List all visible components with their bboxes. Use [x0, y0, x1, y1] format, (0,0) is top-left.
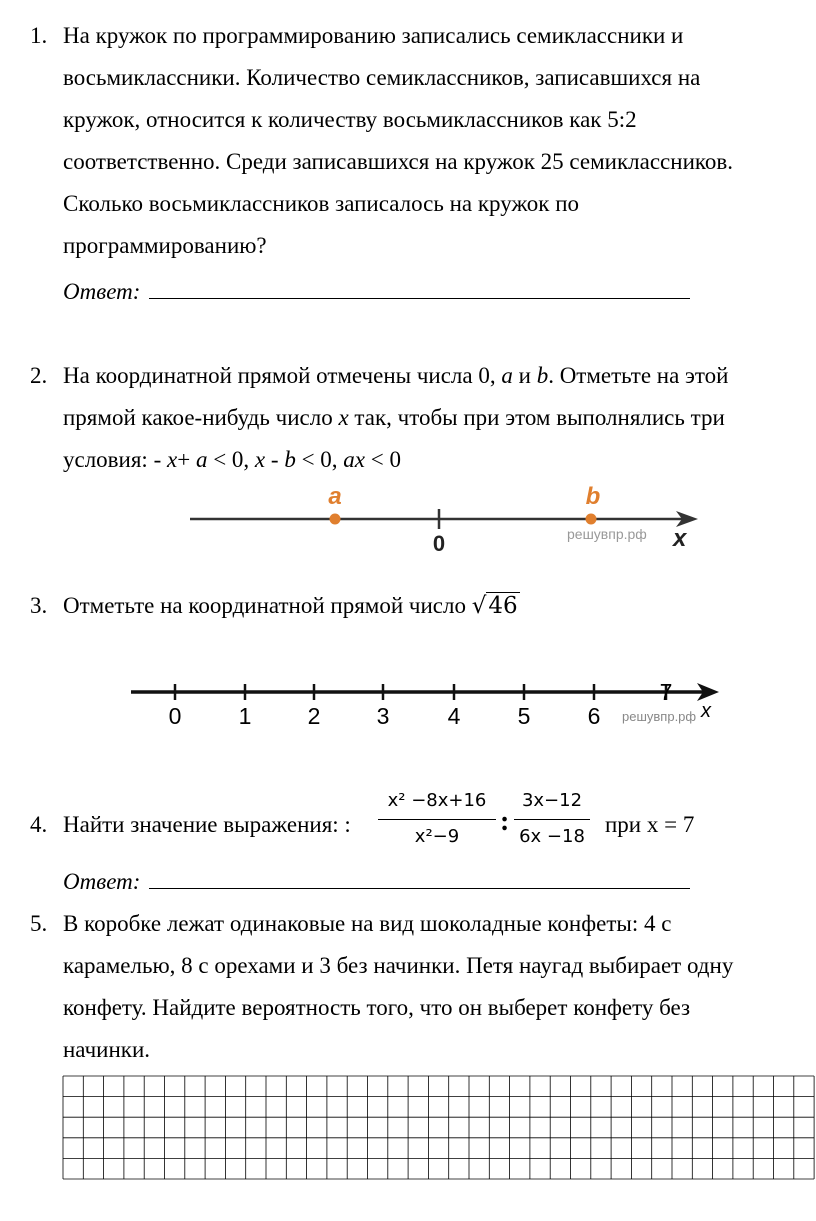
- task-5-line: В коробке лежат одинаковые на вид шоколадные конфеты: 4 с: [63, 911, 672, 936]
- task-1-line: программированию?: [63, 233, 267, 258]
- fraction-bar: [378, 819, 496, 820]
- task-2-line-1: На координатной прямой отмечены числа 0, a и b. Отметьте на этой: [63, 363, 729, 388]
- task-1-line: восьмиклассники. Количество семиклассников, записавшихся на: [63, 65, 701, 90]
- task-1-line: На кружок по программированию записались семиклассники и: [63, 23, 684, 48]
- watermark: решувпр.рф: [567, 526, 647, 542]
- task-1-number: 1.: [30, 23, 48, 48]
- fraction-2-numerator: 3x−12: [521, 790, 583, 811]
- point-a: [330, 514, 341, 525]
- task-4-answer-label: Ответ:: [63, 869, 141, 894]
- label-x: x: [673, 525, 687, 552]
- fraction-1: [378, 786, 496, 856]
- tick-label: 7: [659, 679, 673, 705]
- tick-label: 0: [168, 703, 182, 729]
- fraction-1-numerator: x² −8x+16: [387, 790, 487, 811]
- task-1-line: соответственно. Среди записавшихся на кружок 25 семиклассников.: [63, 149, 733, 174]
- point-b: [586, 514, 597, 525]
- task-5-line: начинки.: [63, 1037, 151, 1062]
- task-5-line: карамелью, 8 с орехами и 3 без начинки. Петя наугад выбирает одну: [63, 953, 734, 978]
- label-a: a: [328, 483, 342, 510]
- fraction-2: [514, 786, 590, 856]
- label-b: b: [585, 483, 601, 510]
- task-2-line-2: прямой какое-нибудь число x так, чтобы при этом выполнялись три: [63, 405, 725, 430]
- tick-label: 3: [376, 703, 390, 729]
- sqrt-expression: √46: [471, 593, 518, 619]
- task-5-number: 5.: [30, 911, 48, 936]
- fraction-2-denominator: 6x −18: [519, 826, 585, 847]
- task-1-line: Сколько восьмиклассников записалось на кружок по: [63, 191, 580, 216]
- tick-label: 2: [307, 703, 321, 729]
- fraction-1-denominator: x²−9: [414, 826, 460, 847]
- watermark: решувпр.рф: [622, 709, 697, 724]
- task-4-text: Найти значение выражения: :: [63, 812, 351, 837]
- task-3-number: 3.: [30, 593, 48, 618]
- label-zero: 0: [432, 531, 446, 556]
- fraction-bar: [514, 819, 590, 820]
- task-4-number: 4.: [30, 812, 48, 837]
- label-x: x: [701, 700, 711, 722]
- answer-grid[interactable]: [62, 1075, 816, 1181]
- task-2-number-line[interactable]: [180, 478, 710, 558]
- task-2-conditions: условия: - x+ a < 0, x - b < 0, ax < 0: [63, 447, 401, 472]
- tick-label: 4: [447, 703, 461, 729]
- division-sign: :: [500, 806, 510, 837]
- task-2-number: 2.: [30, 363, 48, 388]
- task-3-number-line[interactable]: [125, 670, 725, 735]
- tick-label: 1: [238, 703, 252, 729]
- tick-label: 6: [587, 703, 601, 729]
- task-1-answer-line[interactable]: [149, 298, 690, 299]
- task-4-answer-line[interactable]: [149, 888, 690, 889]
- task-5-line: конфету. Найдите вероятность того, что он выберет конфету без: [63, 995, 691, 1020]
- task-1-line: кружок, относится к количеству восьмиклассников как 5:2: [63, 107, 637, 132]
- task-4-condition: при x = 7: [605, 812, 695, 837]
- tick-label: 5: [517, 703, 531, 729]
- task-1-answer-label: Ответ:: [63, 279, 141, 304]
- task-3-text: Отметьте на координатной прямой число √46: [63, 593, 518, 619]
